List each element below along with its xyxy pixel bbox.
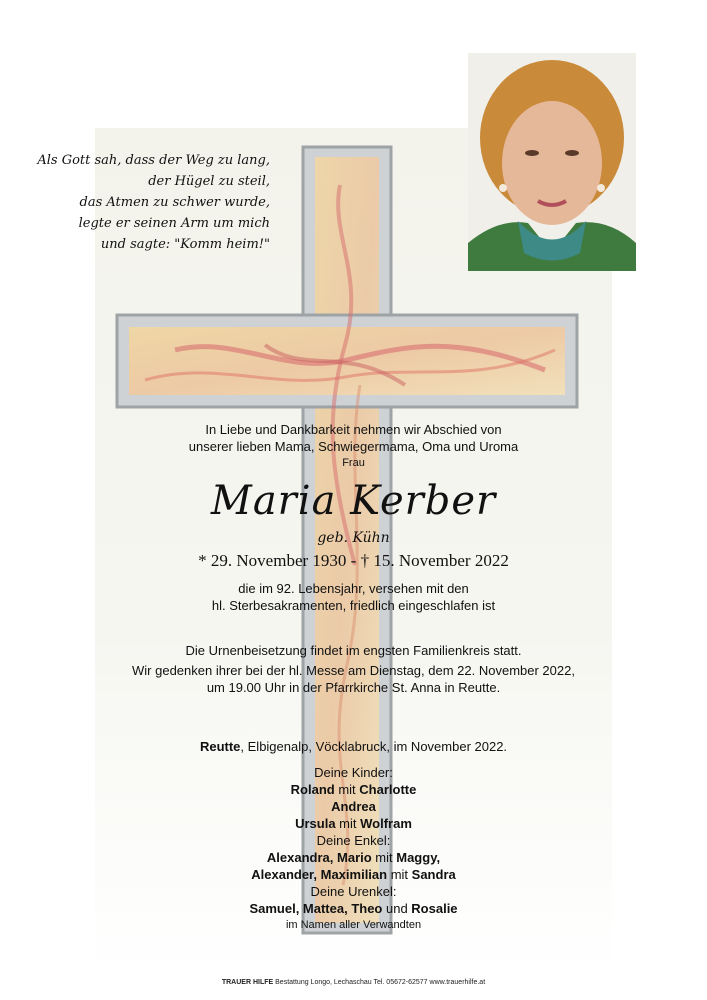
intro-line: Frau <box>342 457 365 469</box>
place-rest: , Elbigenalp, Vöcklabruck, im November 2022. <box>240 739 508 754</box>
poem-line: der Hügel zu steil, <box>148 174 270 189</box>
children-label: Deine Kinder: <box>314 765 393 780</box>
maiden-name: geb. Kühn <box>317 530 390 546</box>
life-dates: * 29. November 1930 - † 15. November 2022 <box>198 551 509 570</box>
family-entry: Alexander, Maximilian mit Sandra <box>251 867 456 882</box>
relatives-line: im Namen aller Verwandten <box>285 919 422 931</box>
poem <box>30 150 270 255</box>
passing-text <box>95 580 612 614</box>
intro-line: In Liebe und Dankbarkeit nehmen wir Abschied von <box>205 422 502 437</box>
deceased-name: Maria Kerber <box>210 478 497 524</box>
passing-line: hl. Sterbesakramenten, friedlich eingeschlafen ist <box>211 598 496 613</box>
footer-brand: TRAUER HILFE <box>221 979 274 986</box>
ceremony-line: um 19.00 Uhr in der Pfarrkirche St. Anna in Reutte. <box>206 680 501 695</box>
footer-text: Bestattung Longo, Lechaschau Tel. 05672-62577 www.trauerhilfe.at <box>273 979 486 986</box>
poem-line: legte er seinen Arm um mich <box>78 216 270 231</box>
ceremony-line: Die Urnenbeisetzung findet im engsten Familienkreis statt. <box>185 643 522 658</box>
poem-line: das Atmen zu schwer wurde, <box>79 195 270 210</box>
poem-line: Als Gott sah, dass der Weg zu lang, <box>37 153 270 168</box>
greatgrandchildren-label: Deine Urenkel: <box>310 884 397 899</box>
family-entry: Ursula mit Wolfram <box>295 816 412 831</box>
poem-line: und sagte: "Komm heim!" <box>100 237 270 252</box>
place-bold: Reutte <box>199 739 241 754</box>
family-entry: Alexandra, Mario mit Maggy, <box>266 850 441 865</box>
intro-text <box>95 421 612 472</box>
place-date-line <box>95 738 612 755</box>
family-entry: Samuel, Mattea, Theo und Rosalie <box>249 901 458 916</box>
family-entry: Roland mit Charlotte <box>290 782 417 797</box>
intro-line: unserer lieben Mama, Schwiegermama, Oma und Uroma <box>188 439 519 454</box>
footer <box>0 979 707 986</box>
grandchildren-label: Deine Enkel: <box>316 833 391 848</box>
ceremony-line: Wir gedenken ihrer bei der hl. Messe am Dienstag, dem 22. November 2022, <box>132 663 575 678</box>
portrait-photo <box>468 53 636 271</box>
family-entry: Andrea <box>331 799 376 814</box>
ceremony-text <box>95 642 612 696</box>
passing-line: die im 92. Lebensjahr, versehen mit den <box>238 581 469 596</box>
family-list <box>95 764 612 934</box>
